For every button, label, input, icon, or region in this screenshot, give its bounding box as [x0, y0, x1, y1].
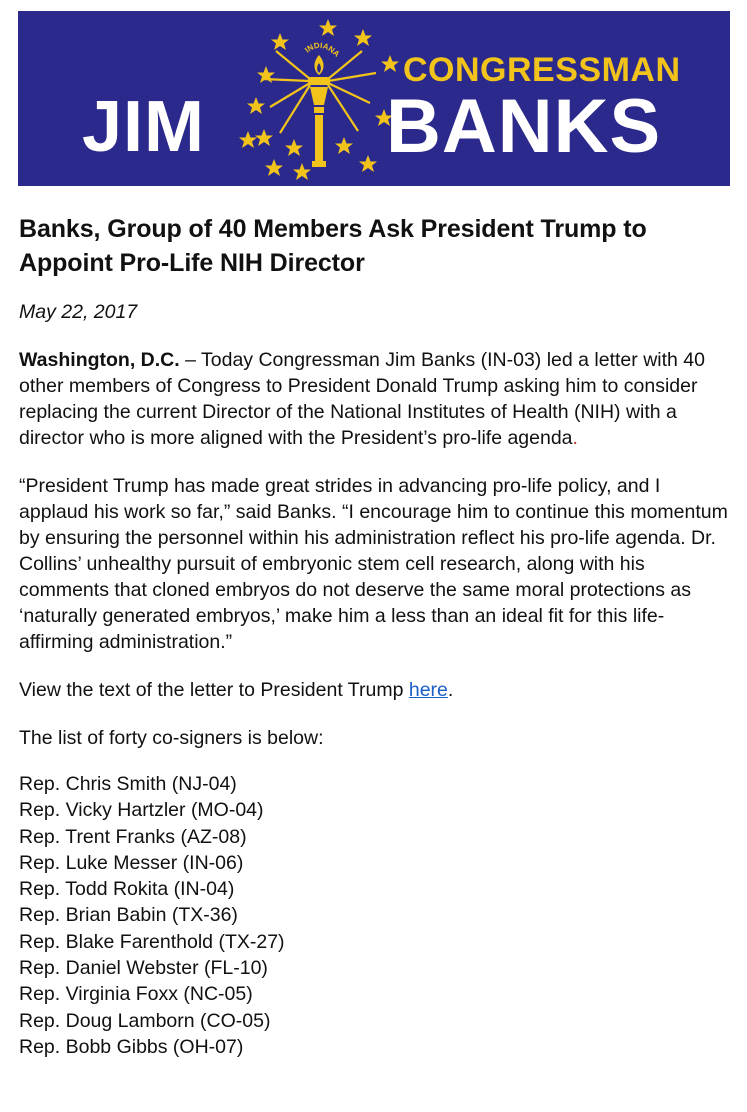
list-item: Rep. Todd Rokita (IN-04)	[19, 878, 235, 901]
view-letter-suffix: .	[447, 679, 454, 701]
list-item: Rep. Trent Franks (AZ-08)	[19, 825, 247, 848]
star-icon	[293, 163, 311, 180]
banner-congressman-label: CONGRESSMAN	[403, 51, 681, 89]
list-item: Rep. Virginia Foxx (NC-05)	[19, 983, 253, 1006]
lead-end-mark: .	[572, 427, 578, 449]
star-icon	[247, 97, 265, 114]
star-icon	[239, 131, 257, 148]
article-headline: Banks, Group of 40 Members Ask President Trump to Appoint Pro-Life NIH Director	[19, 215, 647, 277]
list-item: Rep. Daniel Webster (FL-10)	[19, 957, 268, 980]
star-icon	[359, 155, 377, 172]
list-item: Rep. Chris Smith (NJ-04)	[19, 773, 237, 795]
list-item: Rep. Vicky Hartzler (MO-04)	[19, 799, 264, 822]
torch-icon	[308, 55, 330, 167]
lead-paragraph	[19, 347, 731, 451]
list-item: Rep. Bobb Gibbs (OH-07)	[19, 1035, 244, 1058]
congressman-banner	[18, 11, 730, 186]
quote-paragraph: “President Trump has made great strides in advancing pro-life policy, and I applaud his work so far,” said Banks. “I encourage him to continue this momentum by ensuring the personnel within his administration reflect his pro-life agenda. Dr. Collins’ unhealthy pursuit of embryonic stem cell research, along with his comments that cloned embryos do not deserve the same moral protections as ‘naturally generated embryos,’ make him a less than an ideal fit for this life-affirming administration.”	[19, 475, 728, 653]
star-icon	[354, 29, 372, 46]
list-item: Rep. Doug Lamborn (CO-05)	[19, 1009, 271, 1032]
list-item: Rep. Luke Messer (IN-06)	[19, 851, 244, 874]
view-letter-text: View the text of the letter to President Trump	[19, 679, 409, 701]
banner-first-name: JIM	[82, 87, 206, 167]
list-item: Rep. Blake Farenthold (TX-27)	[19, 930, 285, 953]
star-icon	[319, 19, 337, 36]
star-icon	[271, 33, 289, 50]
star-icon	[335, 137, 353, 154]
article-date: May 22, 2017	[19, 301, 138, 323]
star-icon	[381, 55, 399, 72]
list-item: Rep. Brian Babin (TX-36)	[19, 904, 238, 927]
cosigners-intro: The list of forty co-signers is below:	[19, 727, 324, 749]
star-icon	[285, 139, 303, 156]
view-letter-paragraph	[19, 677, 731, 703]
letter-link[interactable]: here	[408, 679, 448, 701]
star-icon	[255, 129, 273, 146]
article-body	[19, 212, 731, 1060]
banner-last-name: BANKS	[386, 84, 662, 169]
seal-text: INDIANA	[303, 40, 342, 59]
lead-text: – Today Congressman Jim Banks (IN-03) led a letter with 40 other members of Congress to President Donald Trump asking him to consider replacing the current Director of the National Institutes of Health (NIH) with a director who is more aligned with the President’s pro-life agenda	[19, 349, 705, 449]
cosigners-list	[19, 771, 731, 1060]
dateline: Washington, D.C.	[19, 349, 180, 371]
star-icon	[265, 159, 283, 176]
